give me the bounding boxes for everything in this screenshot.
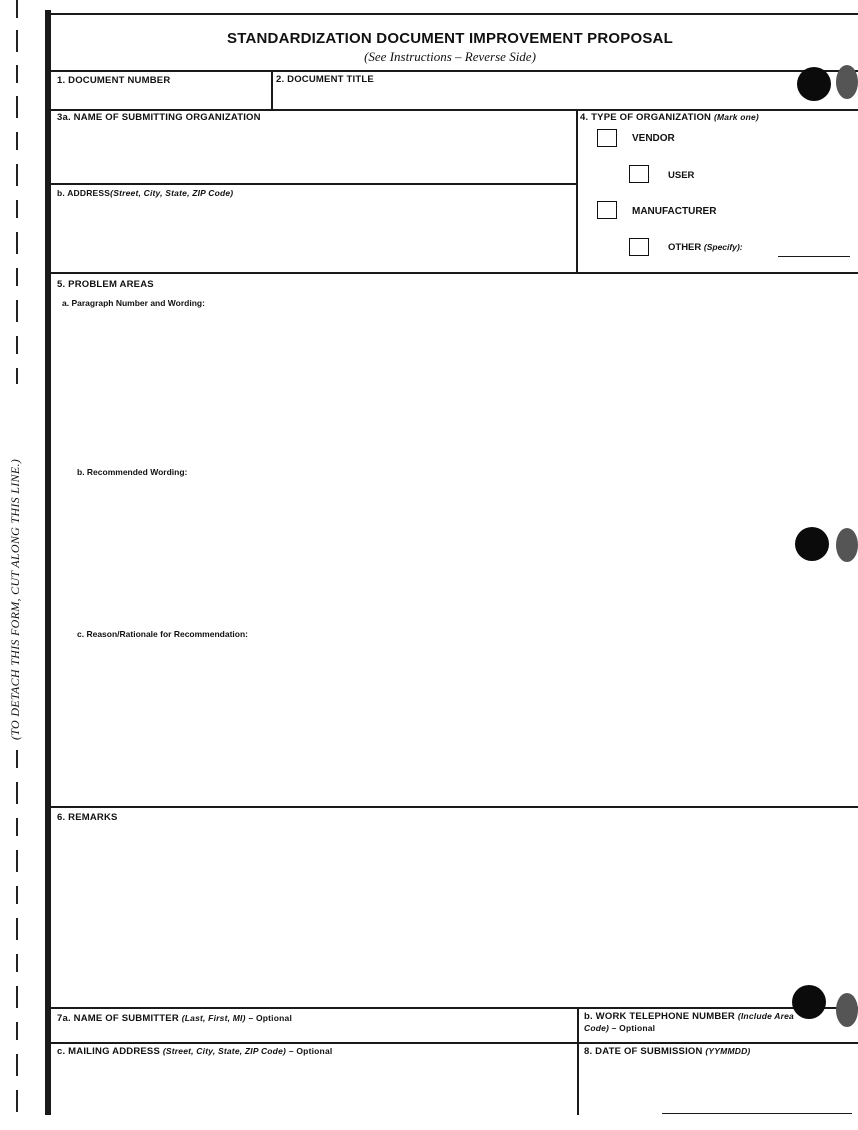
problem-areas-label: 5. PROBLEM AREAS xyxy=(57,279,154,290)
org-name-label: 3a. NAME OF SUBMITTING ORGANIZATION xyxy=(57,112,261,123)
address-label-main: b. ADDRESS xyxy=(57,188,111,198)
other-label-main: OTHER xyxy=(668,242,702,253)
phone-label-main: b. WORK TELEPHONE NUMBER xyxy=(584,1011,735,1022)
phone-label xyxy=(584,1011,794,1022)
document-title-label: 2. DOCUMENT TITLE xyxy=(276,74,374,85)
punch-hole-shadow xyxy=(836,528,858,562)
punch-hole xyxy=(795,527,829,561)
submitter-name-main: 7a. NAME OF SUBMITTER xyxy=(57,1013,179,1024)
address-label-note: (Street, City, State, ZIP Code) xyxy=(110,188,234,198)
submitter-name-note: (Last, First, MI) xyxy=(181,1013,246,1023)
remarks-label: 6. REMARKS xyxy=(57,812,118,823)
other-label-note: (Specify): xyxy=(703,242,743,252)
phone-label-optional: – Optional xyxy=(611,1023,656,1033)
form-subtitle: (See Instructions – Reverse Side) xyxy=(364,49,536,64)
user-checkbox[interactable] xyxy=(629,165,649,183)
mailing-address-label xyxy=(57,1046,332,1057)
date-underline xyxy=(662,1113,852,1114)
other-checkbox[interactable] xyxy=(629,238,649,256)
date-label xyxy=(584,1046,750,1057)
problem-b-label: b. Recommended Wording: xyxy=(77,467,188,477)
problem-c-label: c. Reason/Rationale for Recommendation: xyxy=(77,629,248,639)
cut-instruction: (TO DETACH THIS FORM, CUT ALONG THIS LINE.) xyxy=(8,458,22,740)
mailing-address-main: c. MAILING ADDRESS xyxy=(57,1046,161,1057)
phone-label-note: (Include Area xyxy=(737,1011,794,1021)
document-number-label: 1. DOCUMENT NUMBER xyxy=(57,75,171,86)
user-label: USER xyxy=(668,170,695,181)
vendor-checkbox[interactable] xyxy=(597,129,617,147)
punch-hole xyxy=(797,67,831,101)
punch-hole xyxy=(792,985,826,1019)
punch-hole-shadow xyxy=(836,65,858,99)
org-type-label-note: (Mark one) xyxy=(713,112,759,122)
address-label xyxy=(57,188,233,198)
form-title: STANDARDIZATION DOCUMENT IMPROVEMENT PROPOSAL xyxy=(227,30,673,47)
mailing-address-optional: – Optional xyxy=(288,1046,333,1056)
date-label-main: 8. DATE OF SUBMISSION xyxy=(584,1046,703,1057)
mailing-address-note: (Street, City, State, ZIP Code) xyxy=(162,1046,287,1056)
manufacturer-label: MANUFACTURER xyxy=(632,206,717,217)
org-type-label xyxy=(580,112,759,123)
org-type-label-main: 4. TYPE OF ORGANIZATION xyxy=(580,112,712,123)
other-specify-line[interactable] xyxy=(778,256,850,257)
submitter-name-label xyxy=(57,1013,292,1024)
date-label-note: (YYMMDD) xyxy=(705,1046,751,1056)
punch-hole-shadow xyxy=(836,993,858,1027)
problem-a-label: a. Paragraph Number and Wording: xyxy=(62,298,205,308)
other-label xyxy=(668,242,743,253)
manufacturer-checkbox[interactable] xyxy=(597,201,617,219)
submitter-name-optional: – Optional xyxy=(248,1013,293,1023)
vendor-label: VENDOR xyxy=(632,133,675,144)
phone-label-line2 xyxy=(584,1023,655,1033)
phone-label-note2: Code) xyxy=(584,1023,610,1033)
